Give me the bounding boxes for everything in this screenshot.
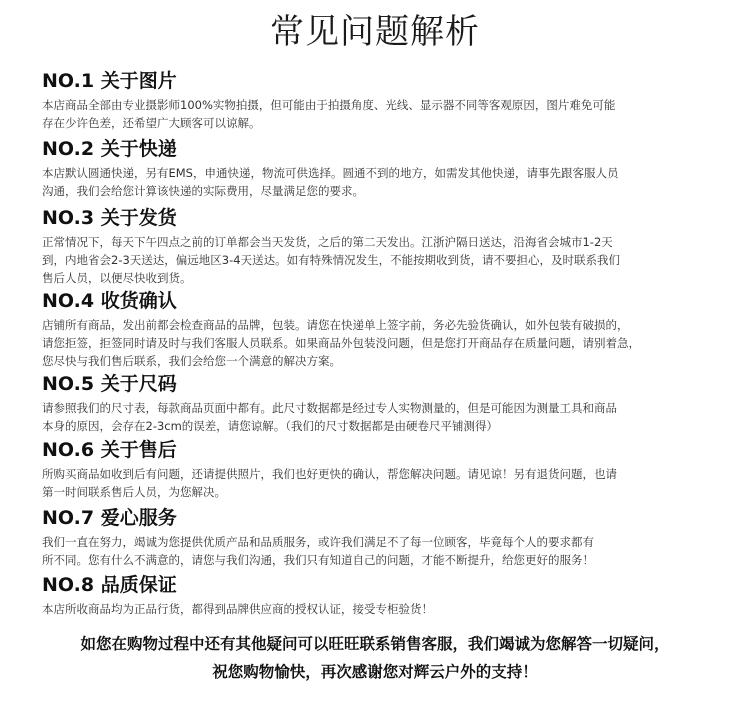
- faq-heading: [42, 136, 722, 162]
- faq-body-line: 售后人员，以便尽快收到货。: [42, 271, 192, 285]
- faq-section-8: [42, 572, 722, 618]
- faq-body-line: 我们一直在努力，竭诚为您提供优质产品和品质服务，或许我们满足不了每一位顾客，毕竟每个人的要求都有: [42, 535, 594, 549]
- faq-section-7: [42, 505, 722, 569]
- faq-number: NO.5: [42, 373, 95, 395]
- faq-body: [42, 96, 722, 132]
- faq-body-line: 本店默认圆通快递，另有EMS，申通快递，物流可供选择。圆通不到的地方，如需发其他快递，请事先跟客服人员: [42, 166, 619, 180]
- faq-number: NO.1: [42, 70, 95, 92]
- faq-number: NO.3: [42, 207, 95, 229]
- faq-title: 关于快递: [100, 138, 177, 160]
- closing-message: [0, 630, 750, 686]
- faq-title: 品质保证: [100, 574, 177, 596]
- faq-body: [42, 533, 722, 569]
- faq-body-line: 正常情况下，每天下午四点之前的订单都会当天发货，之后的第二天发出。江浙沪隔日送达，沿海省会城市1-2天: [42, 235, 613, 249]
- faq-body: [42, 600, 722, 618]
- faq-body-line: 到，内地省会2-3天送达，偏远地区3-4天送达。如有特殊情况发生，不能按期收到货，请不要担心，及时联系我们: [42, 253, 621, 267]
- faq-body: [42, 233, 722, 287]
- faq-section-4: [42, 288, 722, 370]
- faq-body-line: 请参照我们的尺寸表，每款商品页面中都有。此尺寸数据都是经过专人实物测量的，但是可能因为测量工具和商品: [42, 401, 617, 415]
- faq-title: 爱心服务: [100, 507, 177, 529]
- faq-body: [42, 316, 722, 370]
- faq-body-line: 请您拒签，拒签同时请及时与我们客服人员联系。如果商品外包装没问题，但是您打开商品存在质量问题，请别着急，: [42, 336, 640, 350]
- faq-heading: [42, 68, 722, 94]
- faq-title: 关于发货: [100, 207, 177, 229]
- closing-line-2: 祝您购物愉快，再次感谢您对辉云户外的支持！: [212, 663, 538, 681]
- faq-title: 收货确认: [100, 290, 177, 312]
- faq-body-line: 店铺所有商品，发出前都会检查商品的品牌，包装。请您在快递单上签字前，务必先验货确认，如外包装有破损的，: [42, 318, 629, 332]
- page-title: 常见问题解析: [270, 12, 480, 52]
- faq-body-line: 所购买商品如收到后有问题，还请提供照片，我们也好更快的确认，帮您解决问题。请见谅！另有退货问题，也请: [42, 467, 617, 481]
- faq-body-line: 本店所收商品均为正品行货，都得到品牌供应商的授权认证，接受专柜验货！: [42, 602, 433, 616]
- faq-body-line: 本身的原因，会存在2-3cm的误差，请您谅解。（我们的尺寸数据都是由硬卷尺平铺测得）: [42, 419, 499, 433]
- faq-section-1: [42, 68, 722, 132]
- faq-number: NO.7: [42, 507, 95, 529]
- faq-body: [42, 465, 722, 501]
- faq-heading: [42, 371, 722, 397]
- faq-body-line: 您尽快与我们售后联系，我们会给您一个满意的解决方案。: [42, 354, 341, 368]
- faq-body-line: 沟通，我们会给您计算该快递的实际费用，尽量满足您的要求。: [42, 184, 364, 198]
- faq-body-line: 存在少许色差，还希望广大顾客可以谅解。: [42, 116, 261, 130]
- faq-section-6: [42, 437, 722, 501]
- faq-number: NO.4: [42, 290, 95, 312]
- faq-section-2: [42, 136, 722, 200]
- faq-title: 关于尺码: [100, 373, 177, 395]
- faq-number: NO.8: [42, 574, 95, 596]
- faq-heading: [42, 205, 722, 231]
- faq-title: 关于售后: [100, 439, 177, 461]
- faq-body-line: 所不同。您有什么不满意的，请您与我们沟通，我们只有知道自己的问题，才能不断提升，给您更好的服务！: [42, 553, 594, 567]
- faq-body: [42, 399, 722, 435]
- faq-heading: [42, 437, 722, 463]
- faq-body-line: 本店商品全部由专业摄影师100%实物拍摄，但可能由于拍摄角度、光线、显示器不同等客观原因，图片难免可能: [42, 98, 616, 112]
- faq-heading: [42, 505, 722, 531]
- faq-section-3: [42, 205, 722, 287]
- faq-number: NO.6: [42, 439, 95, 461]
- closing-line-1: 如您在购物过程中还有其他疑问可以旺旺联系销售客服，我们竭诚为您解答一切疑问，: [80, 635, 670, 653]
- faq-number: NO.2: [42, 138, 95, 160]
- faq-heading: [42, 572, 722, 598]
- faq-heading: [42, 288, 722, 314]
- faq-body-line: 第一时间联系售后人员，为您解决。: [42, 485, 226, 499]
- faq-body: [42, 164, 722, 200]
- faq-section-5: [42, 371, 722, 435]
- faq-title: 关于图片: [100, 70, 177, 92]
